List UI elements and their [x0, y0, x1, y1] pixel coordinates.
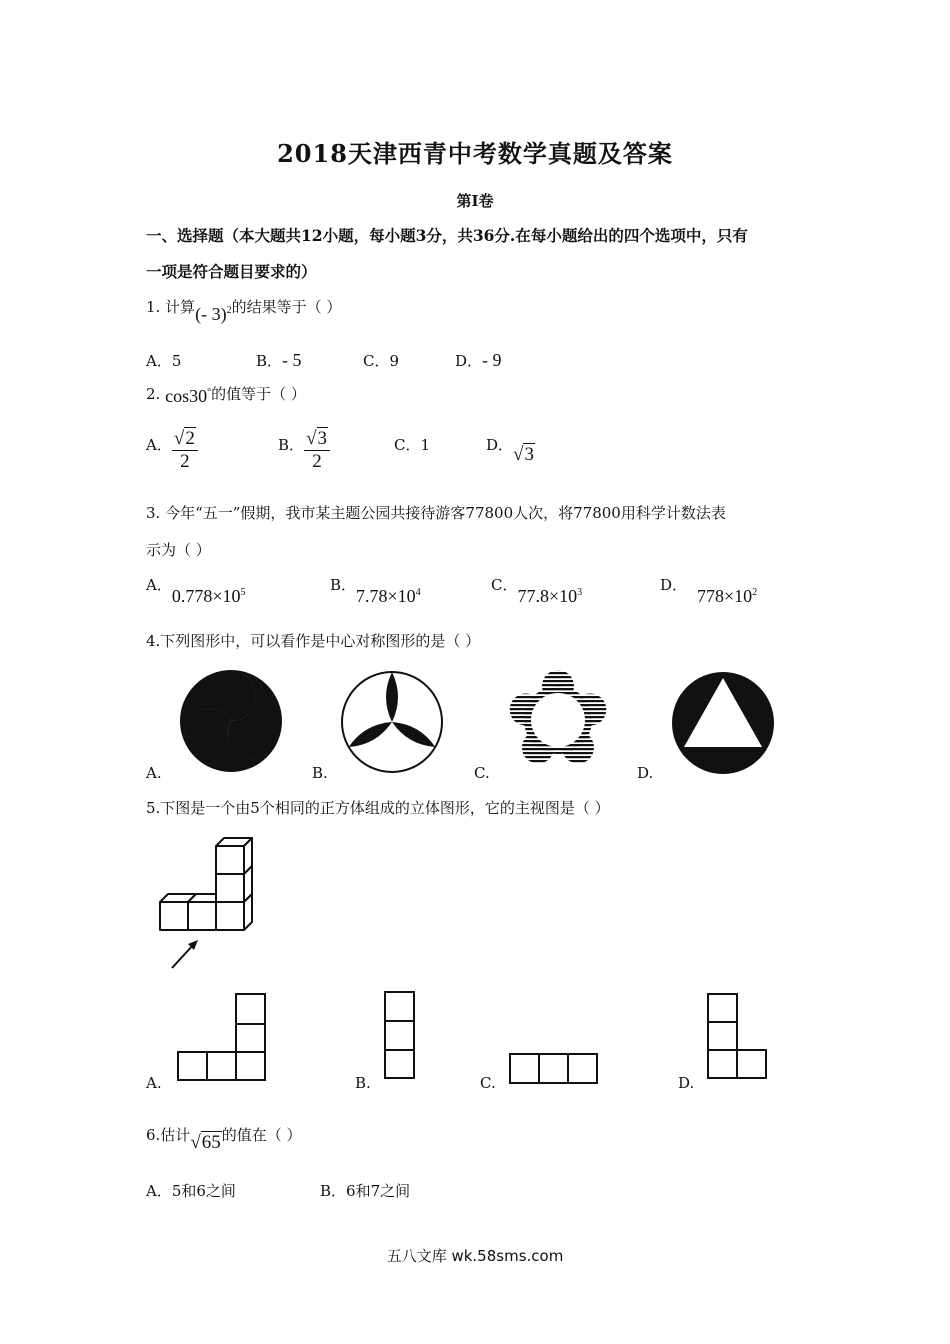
question-4: 4.下列图形中，可以看作是中心对称图形的是（ ） — [146, 632, 481, 650]
q5-label-d: D. — [678, 1074, 695, 1092]
question-3-line1: 3. 今年“五一”假期，我市某主题公园共接待游客77800人次，将77800用科学计数法表 — [146, 504, 726, 522]
q5-option-a-view — [176, 990, 268, 1082]
q2-option-c: C．1 — [394, 436, 431, 454]
q5-option-d-view — [706, 990, 770, 1082]
q1-option-a: A．5 — [146, 352, 182, 370]
question-6: 6.估计√65的值在（ ） — [146, 1126, 302, 1153]
q3-option-b: B．$7.78\times 10^4$ — [330, 576, 421, 606]
q2-option-d: D．√3 — [486, 436, 534, 465]
q5-solid-figure — [150, 830, 270, 975]
question-1 — [146, 296, 342, 324]
question-3-line2: 示为（ ） — [146, 541, 211, 559]
q4-label-b: B. — [312, 764, 328, 782]
q5-option-b-view — [383, 990, 417, 1082]
question-5: 5.下图是一个由5个相同的正方体组成的立体图形，它的主视图是（ ） — [146, 799, 610, 817]
q2-option-a: A． $\frac{√2}{2}$ — [146, 428, 198, 473]
q4-label-c: C. — [474, 764, 490, 782]
q4-figure-d-triangle-in-circle — [670, 670, 776, 776]
q1-expression: (- 3)$^2$ — [195, 304, 232, 324]
q6-option-a: A．5和6之间 — [146, 1182, 236, 1200]
q6-radical: √65 — [190, 1132, 221, 1153]
q1-option-d: D．- 9 — [455, 350, 502, 370]
q5-label-b: B. — [355, 1074, 371, 1092]
q6-option-b: B．6和7之间 — [320, 1182, 411, 1200]
page-title: 2018天津西青中考数学真题及答案 — [277, 139, 673, 168]
volume-heading: 第I卷 — [456, 192, 494, 210]
section-heading-line1: 一、选择题（本大题共12小题，每小题3分，共36分.在每小题给出的四个选项中，只有 — [146, 226, 748, 245]
q4-figure-c-striped-flower — [506, 668, 610, 772]
q4-label-a: A. — [146, 764, 162, 782]
q4-label-d: D. — [637, 764, 654, 782]
q2-expression: cos30° — [165, 386, 212, 406]
q5-label-a: A. — [146, 1074, 162, 1092]
q1-option-b: B．- 5 — [256, 350, 302, 370]
q1-prefix: 1. 计算 — [146, 298, 196, 316]
page-footer: 五八文库 wk.58sms.com — [386, 1247, 564, 1265]
q3-option-c: C．$77.8\times 10^3$ — [491, 576, 583, 606]
q1-option-c: C．9 — [363, 352, 400, 370]
q4-figure-b-three-leaves — [340, 670, 444, 774]
q1-suffix: 的结果等于（ ） — [231, 298, 342, 316]
q3-option-a: A．$0.778\times 10^5$ — [146, 576, 246, 606]
question-2: 2. cos30°的值等于（ ） — [146, 385, 306, 406]
q5-label-c: C. — [480, 1074, 496, 1092]
q4-figure-a-swirl — [178, 668, 284, 774]
section-heading-line2: 一项是符合题目要求的） — [146, 262, 317, 281]
q3-option-d: D．$778\times 10^2$ — [660, 576, 758, 606]
q5-option-c-view — [508, 1052, 600, 1086]
q2-option-b: B． $\frac{√3}{2}$ — [278, 428, 330, 473]
